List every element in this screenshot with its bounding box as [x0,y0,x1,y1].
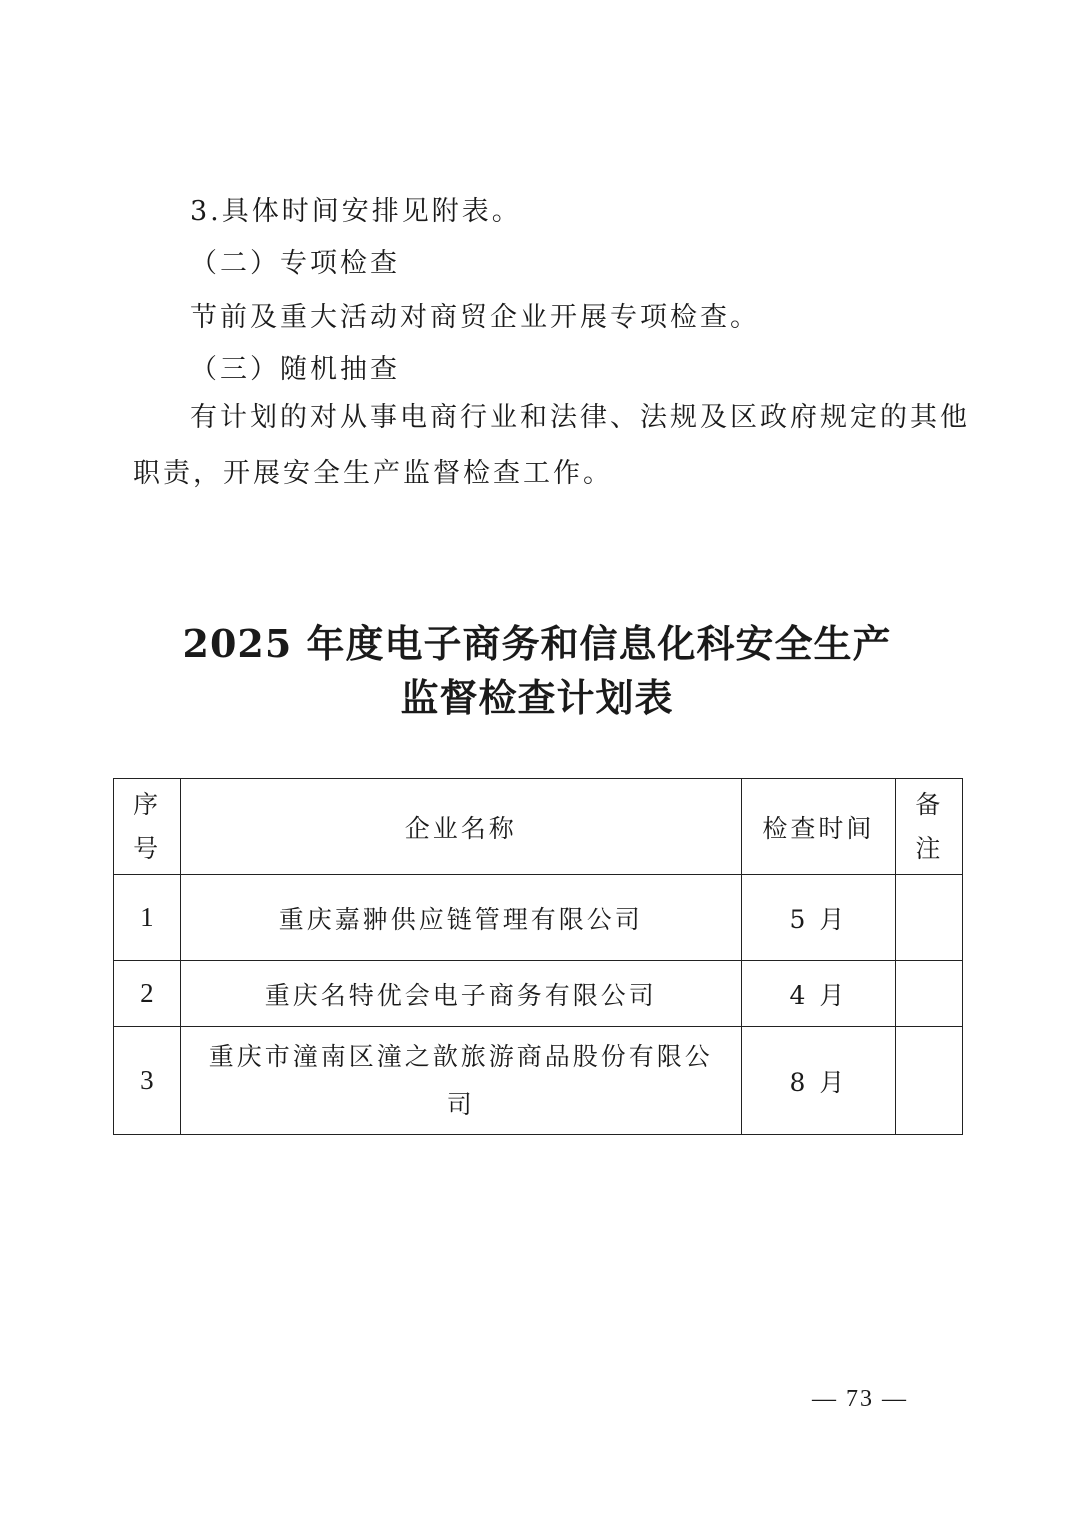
plan-title-line1: 2025 年度电子商务和信息化科安全生产 [182,621,892,666]
company-name: 重庆名特优会电子商务有限公司 [264,980,657,1010]
company-name-cell [180,961,741,1027]
company-name-cell [180,1027,741,1135]
company-name-cell [180,875,741,961]
header-cell-name [180,779,741,875]
section-heading-special-inspection: （二）专项检查 [190,248,400,279]
row-no: 3 [140,1065,154,1095]
header-note: 备注 [915,789,944,863]
paragraph-time-schedule: 3.具体时间安排见附表。 [190,196,522,227]
table-header-row [114,779,963,875]
header-cell-note [896,779,963,875]
header-inspection-time: 检查时间 [762,813,875,843]
row-no: 2 [140,978,154,1008]
row-no-cell [114,961,181,1027]
note-cell [896,1027,963,1135]
company-name: 重庆嘉翀供应链管理有限公司 [278,904,643,934]
paragraph-random-inspection-line1: 有计划的对从事电商行业和法律、法规及区政府规定的其他 [190,402,970,433]
header-cell-time [741,779,895,875]
inspection-time: 5 月 [789,904,848,934]
plan-title-line2: 监督检查计划表 [400,675,674,720]
note-cell [896,961,963,1027]
inspection-time-cell [741,961,895,1027]
section-heading-random-inspection: （三）随机抽查 [190,354,400,385]
note-cell [896,875,963,961]
header-no: 序号 [133,789,162,863]
row-no-cell [114,875,181,961]
inspection-plan-table [113,778,963,1135]
paragraph-random-inspection-line2: 职责，开展安全生产监督检查工作。 [133,458,613,489]
row-no: 1 [140,902,154,932]
header-company-name: 企业名称 [404,813,517,843]
header-cell-no [114,779,181,875]
paragraph-special-inspection: 节前及重大活动对商贸企业开展专项检查。 [190,302,760,333]
company-name: 重庆市潼南区潼之歆旅游商品股份有限公司 [208,1041,713,1119]
inspection-time-cell [741,1027,895,1135]
inspection-time: 8 月 [789,1067,848,1097]
page-number: — 73 — [812,1386,908,1412]
table-row [114,1027,963,1135]
inspection-time-cell [741,875,895,961]
inspection-time: 4 月 [789,980,848,1010]
row-no-cell [114,1027,181,1135]
table-row [114,875,963,961]
table-row [114,961,963,1027]
